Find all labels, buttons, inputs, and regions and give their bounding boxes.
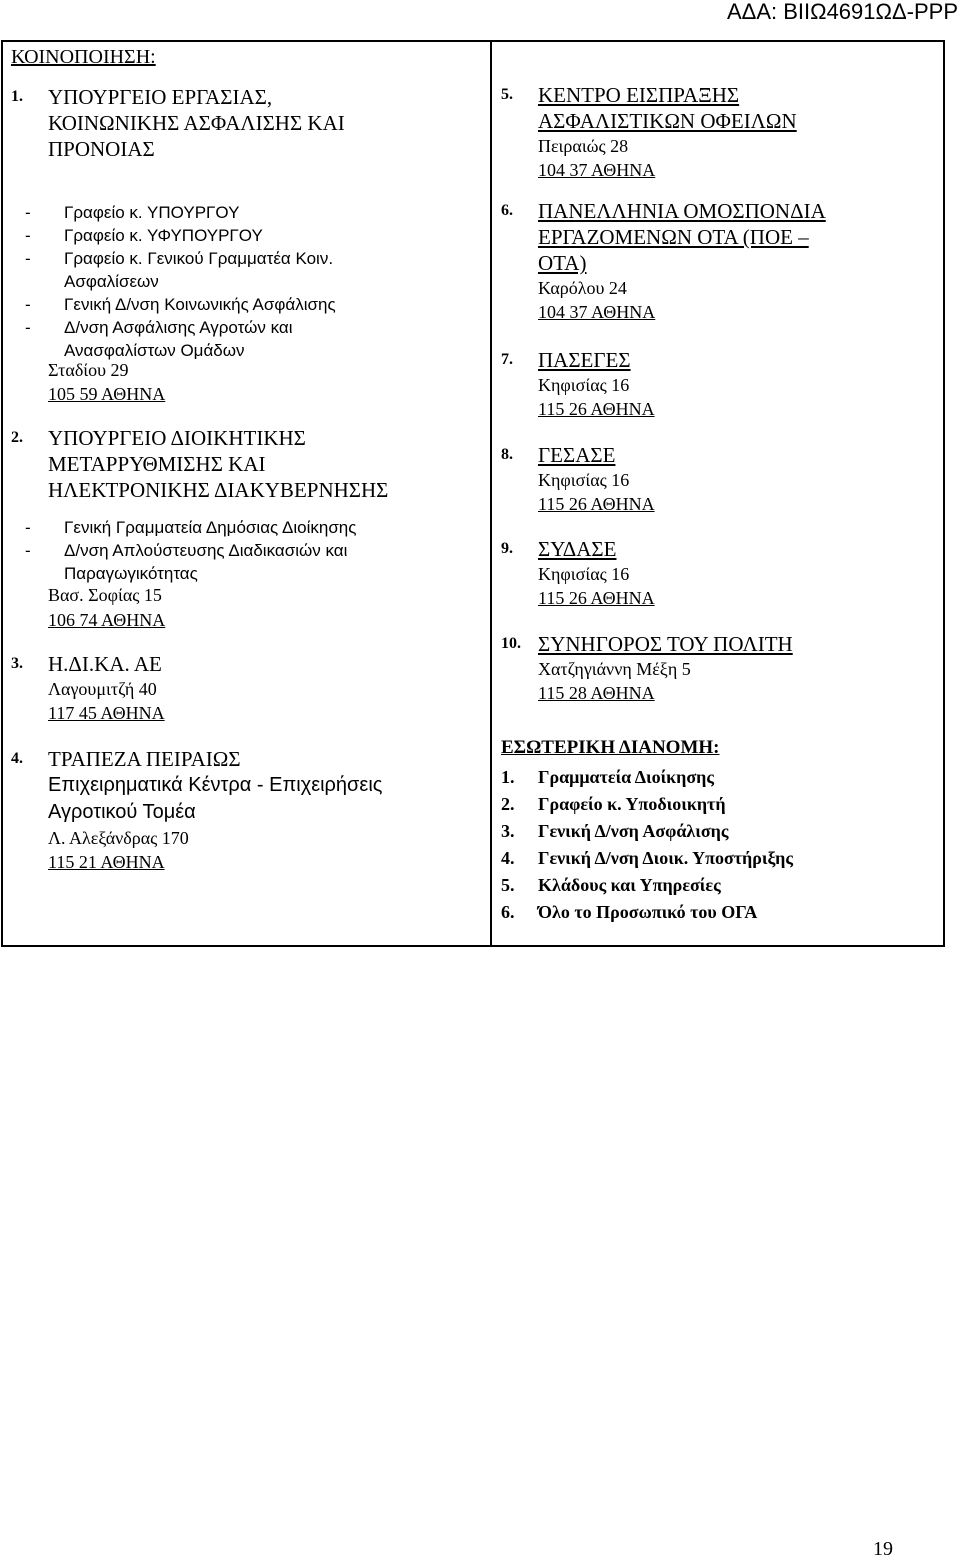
recipient-3-address: Λαγουμιτζή 40 — [48, 679, 157, 699]
department-cont: Ανασφαλίστων Ομάδων — [64, 341, 245, 360]
item-number: 2. — [11, 429, 23, 446]
recipient-4-subtitle-line2: Αγροτικού Τομέα — [48, 801, 196, 823]
recipient-9-zip: 115 26 ΑΘΗΝΑ — [538, 588, 655, 608]
item-number: 7. — [501, 351, 513, 368]
list-item: 6. Όλο το Προσωπικό του ΟΓΑ — [501, 902, 758, 922]
recipient-8-zip: 115 26 ΑΘΗΝΑ — [538, 494, 655, 514]
item-number: 5. — [501, 86, 513, 103]
recipient-5 — [501, 82, 960, 182]
recipient-3-title: Η.ΔΙ.ΚΑ. ΑΕ — [48, 652, 162, 676]
recipient-3-zip: 117 45 ΑΘΗΝΑ — [48, 703, 165, 723]
recipient-9-title: ΣΥΔΑΣΕ — [538, 537, 617, 561]
recipient-10-zip: 115 28 ΑΘΗΝΑ — [538, 683, 655, 703]
internal-distribution-heading: ΕΣΩΤΕΡΙΚΗ ΔΙΑΝΟΜΗ: — [501, 737, 720, 758]
recipient-5-title-line2: ΑΣΦΑΛΙΣΤΙΚΩΝ ΟΦΕΙΛΩΝ — [538, 109, 797, 133]
list-item: 1. Γραμματεία Διοίκησης — [501, 767, 714, 787]
recipient-9-address: Κηφισίας 16 — [538, 564, 630, 584]
recipient-2-address: Βασ. Σοφίας 15 — [48, 585, 162, 605]
recipient-3 — [11, 651, 518, 725]
recipient-6-title-line3: ΟΤΑ) — [538, 251, 587, 275]
recipient-4-address: Λ. Αλεξάνδρας 170 — [48, 828, 189, 848]
recipient-4-zip: 115 21 ΑΘΗΝΑ — [48, 852, 165, 872]
item-number: 1. — [11, 88, 23, 105]
recipient-6-title-line1: ΠΑΝΕΛΛΗΝΙΑ ΟΜΟΣΠΟΝΔΙΑ — [538, 199, 826, 223]
recipient-5-title-line1: ΚΕΝΤΡΟ ΕΙΣΠΡΑΞΗΣ — [538, 83, 740, 107]
page-number: 19 — [873, 1538, 893, 1560]
recipient-1-title-line3: ΠΡΟΝΟΙΑΣ — [48, 137, 155, 161]
department-cont: Ασφαλίσεων — [64, 272, 159, 291]
department: - Γραφείο κ. Γενικού Γραμματέα Κοιν. — [25, 249, 334, 268]
recipient-1-zip: 105 59 ΑΘΗΝΑ — [48, 384, 166, 404]
recipient-4-subtitle-line1: Επιχειρηματικά Κέντρα - Επιχειρήσεις — [48, 774, 383, 796]
department: - Δ/νση Απλούστευσης Διαδικασιών και — [25, 541, 348, 560]
recipient-7-zip: 115 26 ΑΘΗΝΑ — [538, 399, 655, 419]
recipient-5-address: Πειραιώς 28 — [538, 136, 629, 156]
recipient-8 — [501, 442, 960, 516]
recipient-6-title-line2: ΕΡΓΑΖΟΜΕΝΩΝ ΟΤΑ (ΠΟΕ – — [538, 225, 809, 249]
distribution-table — [1, 40, 945, 947]
recipient-2-title-line3: ΗΛΕΚΤΡΟΝΙΚΗΣ ΔΙΑΚΥΒΕΡΝΗΣΗΣ — [48, 478, 389, 502]
list-item: 5. Κλάδους και Υπηρεσίες — [501, 875, 721, 895]
item-number: 3. — [11, 655, 23, 672]
recipient-5-zip: 104 37 ΑΘΗΝΑ — [538, 160, 656, 180]
department: - Γραφείο κ. ΥΦΥΠΟΥΡΓΟΥ — [25, 226, 263, 245]
department: - Γραφείο κ. ΥΠΟΥΡΓΟΥ — [25, 203, 240, 222]
recipient-6-address: Καρόλου 24 — [538, 278, 627, 298]
recipient-7-address: Κηφισίας 16 — [538, 375, 630, 395]
recipient-10-title: ΣΥΝΗΓΟΡΟΣ ΤΟΥ ΠΟΛΙΤΗ — [538, 632, 793, 656]
recipient-4-title: ΤΡΑΠΕΖΑ ΠΕΙΡΑΙΩΣ — [48, 747, 241, 771]
list-item: 3. Γενική Δ/νση Ασφάλισης — [501, 821, 729, 841]
recipient-7 — [501, 347, 960, 421]
item-number: 4. — [11, 750, 23, 767]
list-item: 4. Γενική Δ/νση Διοικ. Υποστήριξης — [501, 848, 793, 868]
recipient-2-departments — [11, 516, 481, 585]
recipient-8-address: Κηφισίας 16 — [538, 470, 630, 490]
internal-distribution-list — [501, 764, 941, 926]
department-cont: Παραγωγικότητας — [64, 564, 198, 583]
recipient-1-address: Σταδίου 29 — [48, 360, 129, 380]
recipient-7-title: ΠΑΣΕΓΕΣ — [538, 348, 631, 372]
recipient-9 — [501, 536, 960, 610]
item-number: 8. — [501, 446, 513, 463]
recipient-2-zip: 106 74 ΑΘΗΝΑ — [48, 610, 166, 630]
recipient-10 — [501, 631, 960, 705]
recipient-6 — [501, 198, 960, 324]
recipient-10-address: Χατζηγιάννη Μέξη 5 — [538, 659, 691, 679]
recipient-4 — [11, 746, 518, 874]
recipient-2-title-line2: ΜΕΤΑΡΡΥΘΜΙΣΗΣ ΚΑΙ — [48, 452, 266, 476]
recipient-1 — [11, 84, 518, 164]
recipient-1-title-line2: ΚΟΙΝΩΝΙΚΗΣ ΑΣΦΑΛΙΣΗΣ ΚΑΙ — [48, 111, 345, 135]
item-number: 10. — [501, 635, 521, 652]
department: - Γενική Δ/νση Κοινωνικής Ασφάλισης — [25, 295, 336, 314]
recipient-1-departments — [11, 201, 481, 362]
recipient-2-title-line1: ΥΠΟΥΡΓΕΙΟ ΔΙΟΙΚΗΤΙΚΗΣ — [48, 426, 306, 450]
item-number: 9. — [501, 540, 513, 557]
recipient-6-zip: 104 37 ΑΘΗΝΑ — [538, 302, 656, 322]
ada-code: ΑΔΑ: ΒΙΙΩ4691ΩΔ-ΡΡΡ — [726, 0, 958, 24]
department: - Δ/νση Ασφάλισης Αγροτών και — [25, 318, 293, 337]
item-number: 6. — [501, 202, 513, 219]
koinopoiisi-heading: ΚΟΙΝΟΠΟΙΗΣΗ: — [11, 46, 156, 68]
recipient-1-title-line1: ΥΠΟΥΡΓΕΙΟ ΕΡΓΑΣΙΑΣ, — [48, 85, 273, 109]
recipient-8-title: ΓΕΣΑΣΕ — [538, 443, 616, 467]
list-item: 2. Γραφείο κ. Υποδιοικητή — [501, 794, 726, 814]
department: - Γενική Γραμματεία Δημόσιας Διοίκησης — [25, 518, 357, 537]
recipient-2 — [11, 425, 518, 503]
